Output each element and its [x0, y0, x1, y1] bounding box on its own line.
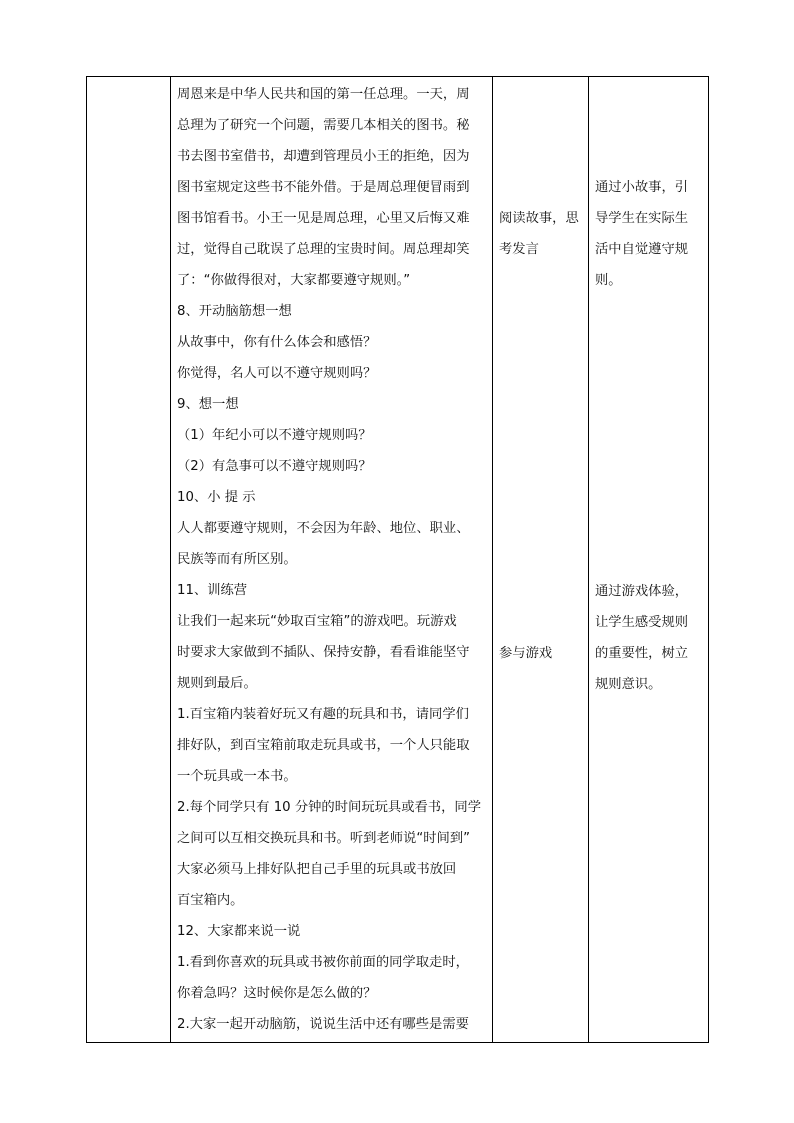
- text-line: 排好队，到百宝箱前取走玩具或书，一个人只能取: [177, 738, 470, 753]
- text-line: 一个玩具或一本书。: [177, 769, 297, 784]
- design-intent-line: 导学生在实际生: [595, 211, 689, 226]
- student-activity-line: 考发言: [499, 242, 539, 257]
- text-line: 11、训练营: [177, 583, 248, 598]
- design-intent-line: 规则意识。: [595, 677, 662, 692]
- design-intent-line: 通过小故事，引: [595, 180, 689, 195]
- design-intent-line: 活中自觉遵守规: [595, 242, 689, 257]
- text-line: 了：“你做得很对，大家都要遵守规则。”: [177, 273, 411, 288]
- text-line: 你着急吗？这时候你是怎么做的？: [177, 986, 377, 1001]
- text-line: 让我们一起来玩“妙取百宝箱”的游戏吧。玩游戏: [177, 614, 457, 629]
- text-line: （1）年纪小可以不遵守规则吗？: [177, 428, 372, 443]
- student-activity-line: 阅读故事，思: [499, 211, 579, 226]
- teaching-process-text: [171, 77, 492, 1040]
- design-intent-game: [595, 576, 704, 700]
- text-line: 从故事中，你有什么体会和感悟？: [177, 335, 377, 350]
- design-intent-line: 让学生感受规则: [595, 615, 689, 630]
- column-design-intent-cell: [589, 77, 709, 1043]
- text-line: 1.看到你喜欢的玩具或书被你前面的同学取走时，: [177, 955, 469, 970]
- design-intent-story: [595, 172, 704, 296]
- student-activity-game: [499, 638, 584, 669]
- table-row: [87, 77, 709, 1043]
- text-line: 图书室规定这些书不能外借。于是周总理便冒雨到: [177, 180, 470, 195]
- student-activity-line: 参与游戏: [499, 646, 553, 661]
- text-line: 总理为了研究一个问题，需要几本相关的图书。秘: [177, 118, 470, 133]
- design-intent-line: 的重要性，树立: [595, 646, 689, 661]
- text-line: 之间可以互相交换玩具和书。听到老师说“时间到”: [177, 831, 471, 846]
- design-intent-line: 则。: [595, 273, 622, 288]
- column-stage-cell: [87, 77, 171, 1043]
- text-line: 过，觉得自己耽误了总理的宝贵时间。周总理却笑: [177, 242, 470, 257]
- text-line: 书去图书室借书，却遭到管理员小王的拒绝，因为: [177, 149, 470, 164]
- text-line: 百宝箱内。: [177, 893, 244, 908]
- text-line: （2）有急事可以不遵守规则吗？: [177, 459, 372, 474]
- text-line: 2.大家一起开动脑筋，说说生活中还有哪些是需要: [177, 1017, 469, 1032]
- text-line: 时要求大家做到不插队、保持安静，看看谁能坚守: [177, 645, 470, 660]
- student-activity-story: [499, 203, 584, 265]
- column-teaching-process-cell: [171, 77, 493, 1043]
- text-line: 9、想一想: [177, 397, 239, 412]
- lesson-plan-table: [86, 76, 709, 1043]
- text-line: 周恩来是中华人民共和国的第一任总理。一天，周: [177, 87, 470, 102]
- column-student-activity-cell: [493, 77, 589, 1043]
- text-line: 民族等而有所区别。: [177, 552, 297, 567]
- text-line: 图书馆看书。小王一见是周总理，心里又后悔又难: [177, 211, 470, 226]
- text-line: 人人都要遵守规则，不会因为年龄、地位、职业、: [177, 521, 470, 536]
- text-line: 大家必须马上排好队把自己手里的玩具或书放回: [177, 862, 457, 877]
- text-line: 1.百宝箱内装着好玩又有趣的玩具和书，请同学们: [177, 707, 469, 722]
- design-intent-column: [589, 77, 708, 1042]
- text-line: 8、开动脑筋想一想: [177, 304, 292, 319]
- text-line: 10、小 提 示: [177, 490, 256, 505]
- student-activity-column: [493, 77, 588, 1042]
- text-line: 2.每个同学只有 10 分钟的时间玩玩具或看书，同学: [177, 800, 481, 815]
- text-line: 你觉得，名人可以不遵守规则吗？: [177, 366, 377, 381]
- design-intent-line: 通过游戏体验，: [595, 584, 689, 599]
- text-line: 12、大家都来说一说: [177, 924, 301, 939]
- text-line: 规则到最后。: [177, 676, 257, 691]
